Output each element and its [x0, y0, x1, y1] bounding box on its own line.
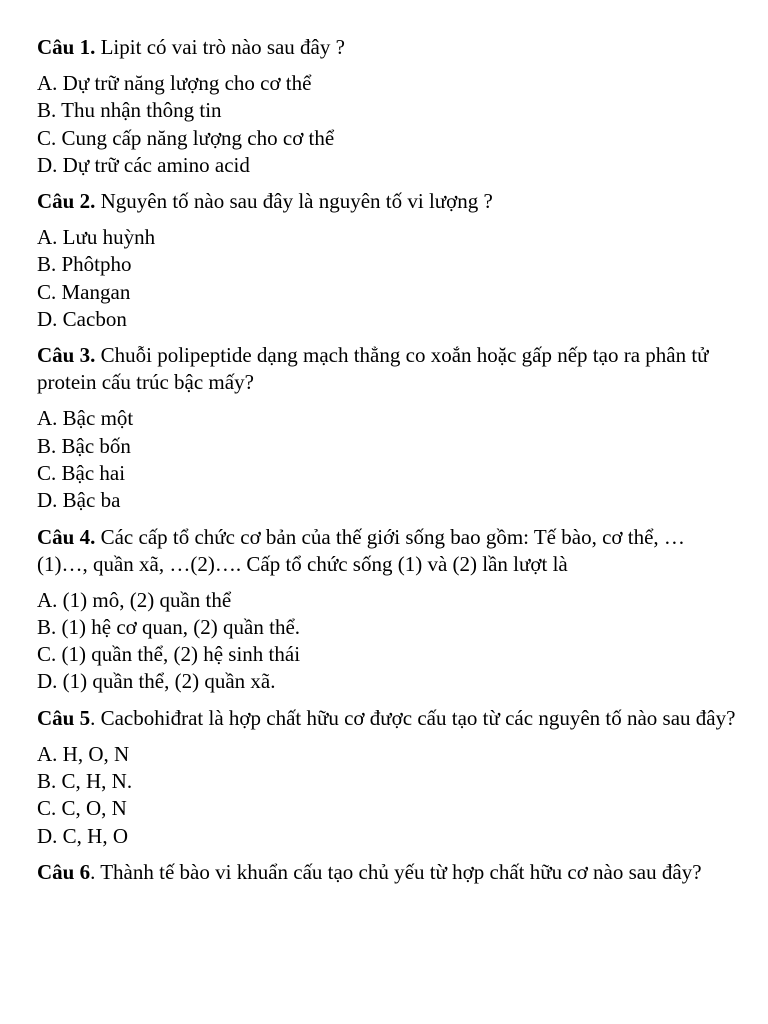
option-a: A. H, O, N [37, 741, 130, 766]
option-d: D. Dự trữ các amino acid [37, 152, 250, 177]
question-5 [37, 705, 737, 732]
option-c: C. Mangan [37, 279, 131, 304]
question-number: Câu 3. [37, 343, 96, 368]
question-number: Câu 1. [37, 35, 96, 59]
document-body [37, 34, 737, 895]
question-text: Các cấp tổ chức cơ bản của thế giới sống bao gồm: Tế bào, cơ thể, … (1)…, quần xã, …(2)…. Cấp tổ chức sống (1) và (2) lần lượt là [37, 524, 685, 576]
option-d: D. Bậc ba [37, 488, 121, 513]
question-text: Nguyên tố nào sau đây là nguyên tố vi lượng ? [95, 189, 493, 214]
options-list-4 [37, 587, 737, 696]
question-text: Lipit có vai trò nào sau đây ? [95, 35, 345, 59]
option-b: B. Phôtpho [37, 252, 132, 277]
option-a: A. Bậc một [37, 406, 134, 431]
option-b: B. Bậc bốn [37, 433, 131, 458]
question-number: Câu 6 [37, 859, 91, 884]
question-number: Câu 2. [37, 189, 96, 214]
options-list-3 [37, 405, 737, 514]
question-text: . Cacbohiđrat là hợp chất hữu cơ được cấu tạo từ các nguyên tố nào sau đây? [90, 705, 736, 730]
question-number: Câu 4. [37, 524, 96, 549]
options-list-5 [37, 741, 737, 850]
options-list-1 [37, 70, 737, 179]
option-d: D. (1) quần thể, (2) quần xã. [37, 669, 276, 694]
option-c: C. C, O, N [37, 796, 127, 821]
question-number: Câu 5 [37, 705, 91, 730]
option-b: B. Thu nhận thông tin [37, 98, 222, 123]
option-b: B. (1) hệ cơ quan, (2) quần thể. [37, 614, 301, 639]
option-d: D. C, H, O [37, 823, 129, 848]
question-text: . Thành tế bào vi khuẩn cấu tạo chủ yếu từ hợp chất hữu cơ nào sau đây? [90, 859, 702, 884]
options-list-2 [37, 224, 737, 333]
question-4 [37, 524, 737, 578]
option-b: B. C, H, N. [37, 769, 133, 794]
option-c: C. Cung cấp năng lượng cho cơ thể [37, 125, 335, 150]
question-1 [37, 34, 737, 61]
question-3 [37, 342, 737, 396]
question-2 [37, 188, 737, 215]
option-a: A. (1) mô, (2) quần thể [37, 587, 232, 612]
option-a: A. Dự trữ năng lượng cho cơ thể [37, 71, 312, 95]
question-text: Chuỗi polipeptide dạng mạch thẳng co xoắn hoặc gấp nếp tạo ra phân tử protein cấu trúc bậc mấy? [37, 343, 709, 395]
question-6 [37, 859, 737, 886]
option-c: C. Bậc hai [37, 460, 126, 485]
option-c: C. (1) quần thể, (2) hệ sinh thái [37, 642, 301, 667]
option-d: D. Cacbon [37, 307, 127, 332]
option-a: A. Lưu huỳnh [37, 225, 156, 250]
